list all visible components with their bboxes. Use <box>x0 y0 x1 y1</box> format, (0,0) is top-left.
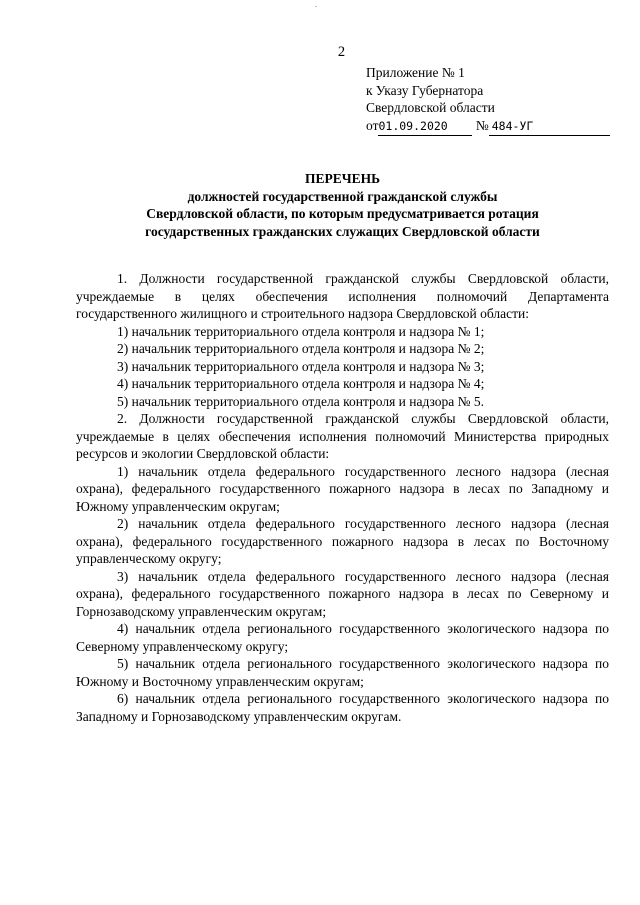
section-1-item-1: 1) начальник территориального отдела контроля и надзора № 1; <box>117 323 485 339</box>
page-number: 2 <box>337 44 346 60</box>
scan-mark <box>315 6 317 7</box>
section-1-item-4: 4) начальник территориального отдела контроля и надзора № 4; <box>117 376 485 391</box>
title-line-2: Свердловской области, по которым предусматривается ротация <box>146 206 539 221</box>
section-2-item-5: 5) начальник отдела регионального государственного экологического надзора по Южному и Восточному управленческим округам; <box>76 656 609 689</box>
document-title <box>60 170 625 240</box>
appendix-block <box>366 64 610 136</box>
title-line-1: должностей государственной гражданской службы <box>187 188 498 204</box>
decree-date-field <box>378 117 472 137</box>
decree-number: 484-УГ <box>491 118 534 133</box>
appendix-line-2: к Указу Губернатора <box>366 82 484 98</box>
section-1-item-5: 5) начальник территориального отдела контроля и надзора № 5. <box>117 393 485 409</box>
section-2-item-1: 1) начальник отдела федерального государственного лесного надзора (лесная охрана), федерального государственного пожарного надзора в лесах по Западному и Южному управленческим округам; <box>76 463 609 514</box>
section-1-item-3: 3) начальник территориального отдела контроля и надзора № 3; <box>117 358 485 374</box>
decree-number-field <box>489 117 610 137</box>
date-prefix: от <box>366 117 379 133</box>
title-line-3: государственных гражданских служащих Свердловской области <box>145 223 540 239</box>
title-heading: ПЕРЕЧЕНЬ <box>304 171 381 186</box>
section-2-item-3: 3) начальник отдела федерального государственного лесного надзора (лесная охрана), федерального государственного пожарного надзора в лесах по Северному и Горнозаводскому управленческим округам; <box>76 568 609 619</box>
document-body <box>76 270 609 725</box>
section-2-item-6: 6) начальник отдела регионального государственного экологического надзора по Западному и Горнозаводскому управленческим округам. <box>76 691 609 724</box>
decree-date-number-line <box>366 117 610 137</box>
number-prefix: № <box>475 117 489 133</box>
decree-date: 01.09.2020 <box>378 118 448 133</box>
appendix-line-1: Приложение № 1 <box>366 65 465 80</box>
section-2-item-2: 2) начальник отдела федерального государственного лесного надзора (лесная охрана), федерального государственного пожарного надзора в лесах по Восточному управленческому округу; <box>76 516 609 566</box>
appendix-line-3: Свердловской области <box>366 100 495 115</box>
section-1-intro: 1. Должности государственной гражданской службы Свердловской области, учреждаемые в целях обеспечения исполнения полномочий Департамента государственного жилищного и строительного надзора Свердловской области: <box>76 271 609 321</box>
section-1-item-2: 2) начальник территориального отдела контроля и надзора № 2; <box>117 341 485 356</box>
section-2-item-4: 4) начальник отдела регионального государственного экологического надзора по Северному управленческому округу; <box>76 621 609 654</box>
section-2-intro: 2. Должности государственной гражданской службы Свердловской области, учреждаемые в целях обеспечения исполнения полномочий Министерства природных ресурсов и экологии Свердловской области: <box>76 411 609 461</box>
